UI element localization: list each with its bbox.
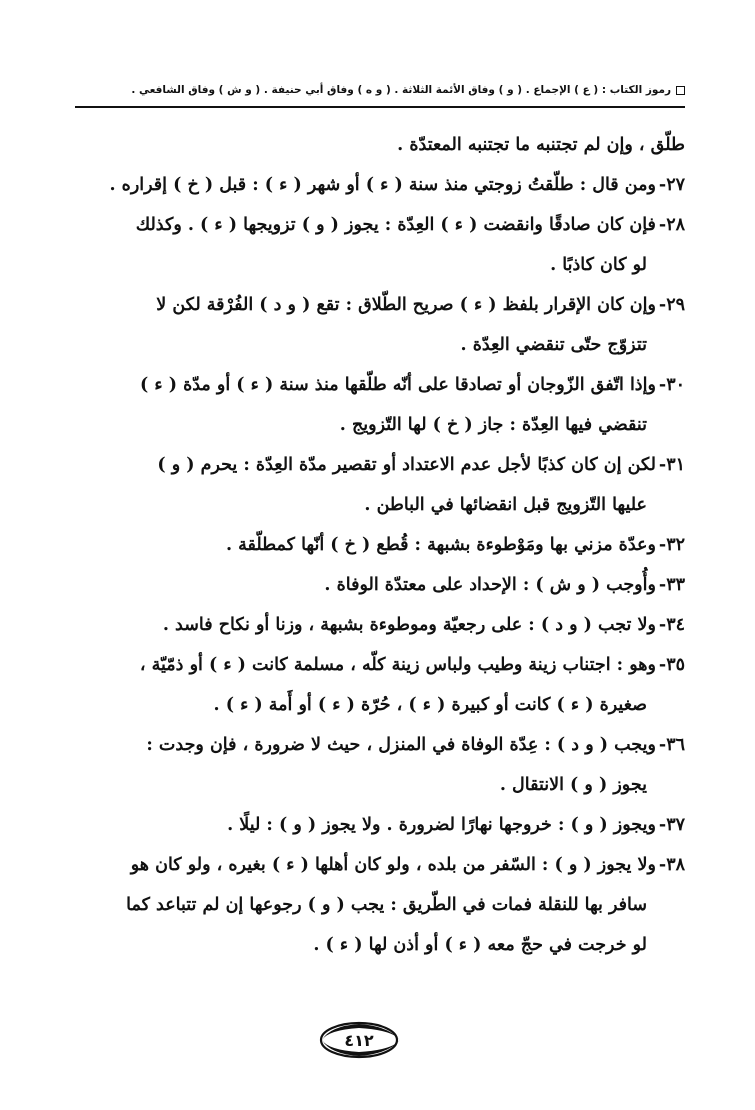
text-line	[75, 485, 685, 525]
line-text: لكن إن كان كذبًا لأجل عدم الاعتداد أو تقصير مدّة العِدّة : يحرم ( و )	[157, 455, 656, 475]
entry-number: ٣٦-	[658, 735, 685, 755]
text-line	[75, 405, 685, 445]
entry-number: ٣٧-	[658, 815, 685, 835]
line-text: تتزوّج حتّى تنقضي العِدّة .	[460, 335, 647, 355]
entry-number: ٣٢-	[658, 535, 685, 555]
line-text: فإن كان صادقًا وانقضت ( ء ) العِدّة : يجوز ( و ) تزويجها ( ء ) . وكذلك	[135, 215, 656, 235]
entry-number: ٢٧-	[658, 175, 685, 195]
text-line	[75, 645, 685, 685]
text-entry	[75, 725, 685, 805]
line-text: وأُوجب ( و ش ) : الإحداد على معتدّة الوفاة .	[324, 575, 656, 595]
text-line	[75, 885, 685, 925]
text-entry	[75, 125, 685, 165]
text-line	[75, 525, 685, 565]
entry-number: ٢٨-	[658, 215, 685, 235]
line-text: وهو : اجتناب زينة وطيب ولباس زينة كلّه ، مسلمة كانت ( ء ) أو ذمّيّة ،	[139, 655, 656, 675]
line-text: يجوز ( و ) الانتقال .	[499, 775, 647, 795]
line-text: تنقضي فيها العِدّة : جاز ( خ ) لها التّزويج .	[339, 415, 647, 435]
line-text: سافر بها للنقلة فمات في الطّريق : يجب ( و ) رجوعها إن لم تتباعد كما	[126, 895, 647, 915]
text-entry	[75, 845, 685, 965]
text-line	[75, 245, 685, 285]
line-text: صغيرة ( ء ) كانت أو كبيرة ( ء ) ، حُرّة ( ء ) أو أَمة ( ء ) .	[213, 695, 647, 715]
text-line	[75, 765, 685, 805]
text-entry	[75, 365, 685, 445]
text-entry	[75, 285, 685, 365]
page-number: ٤١٢	[344, 1030, 374, 1050]
entry-number: ٣٨-	[658, 855, 685, 875]
line-text: ومن قال : طلّقتُ زوجتي منذ سنة ( ء ) أو شهر ( ء ) : قبل ( خ ) إقراره .	[109, 175, 656, 195]
entry-number: ٣٤-	[658, 615, 685, 635]
text-line	[75, 605, 685, 645]
running-header	[75, 80, 685, 100]
entry-number: ٣٣-	[658, 575, 685, 595]
text-entry	[75, 605, 685, 645]
entry-number: ٢٩-	[658, 295, 685, 315]
page-number-ornament	[316, 1018, 402, 1062]
text-line	[75, 565, 685, 605]
line-text: لو كان كاذبًا .	[550, 255, 647, 275]
header-square-icon	[676, 86, 685, 95]
text-line	[75, 445, 685, 485]
text-entry	[75, 205, 685, 285]
text-line	[75, 725, 685, 765]
entry-number: ٣٥-	[658, 655, 685, 675]
text-entry	[75, 805, 685, 845]
line-text: ولا تجب ( و د ) : على رجعيّة وموطوءة بشبهة ، وزنا أو نكاح فاسد .	[162, 615, 656, 635]
text-entry	[75, 645, 685, 725]
line-text: لو خرجت في حجّ معه ( ء ) أو أذن لها ( ء ) .	[313, 935, 647, 955]
text-line	[75, 125, 685, 165]
text-line	[75, 845, 685, 885]
text-entry	[75, 445, 685, 525]
line-text: طلّق ، وإن لم تجتنبه ما تجتنبه المعتدّة .	[397, 135, 685, 155]
text-entry	[75, 565, 685, 605]
line-text: ويجوز ( و ) : خروجها نهارًا لضرورة . ولا يجوز ( و ) : ليلًا .	[227, 815, 656, 835]
header-divider	[75, 106, 685, 108]
text-line	[75, 805, 685, 845]
line-text: ويجب ( و د ) : عِدّة الوفاة في المنزل ، حيث لا ضرورة ، فإن وجدت :	[146, 735, 656, 755]
text-line	[75, 685, 685, 725]
text-line	[75, 325, 685, 365]
line-text: وإذا اتّفق الزّوجان أو تصادقا على أنّه طلّقها منذ سنة ( ء ) أو مدّة ( ء )	[140, 375, 656, 395]
text-line	[75, 925, 685, 965]
text-line	[75, 365, 685, 405]
entry-number: ٣٠-	[658, 375, 685, 395]
text-entry	[75, 165, 685, 205]
entry-number: ٣١-	[658, 455, 685, 475]
line-text: عليها التّزويج قبل انقضائها في الباطن .	[364, 495, 647, 515]
line-text: وإن كان الإقرار بلفظ ( ء ) صريح الطّلاق : تقع ( و د ) الفُرْقة لكن لا	[156, 295, 656, 315]
line-text: وعدّة مزني بها ومَوْطوءة بشبهة : قُطع ( خ ) أنّها كمطلّقة .	[225, 535, 656, 555]
text-entry	[75, 525, 685, 565]
text-line	[75, 205, 685, 245]
line-text: ولا يجوز ( و ) : السّفر من بلده ، ولو كان أهلها ( ء ) بغيره ، ولو كان هو	[130, 855, 656, 875]
main-text	[75, 125, 685, 965]
header-text: رموز الكتاب : ( ع ) الإجماع . ( و ) وفاق الأئمة الثلاثة . ( و ه ) وفاق أبي حنيفة . ( و ش ) وفاق الشافعي .	[131, 84, 671, 96]
text-line	[75, 285, 685, 325]
text-line	[75, 165, 685, 205]
